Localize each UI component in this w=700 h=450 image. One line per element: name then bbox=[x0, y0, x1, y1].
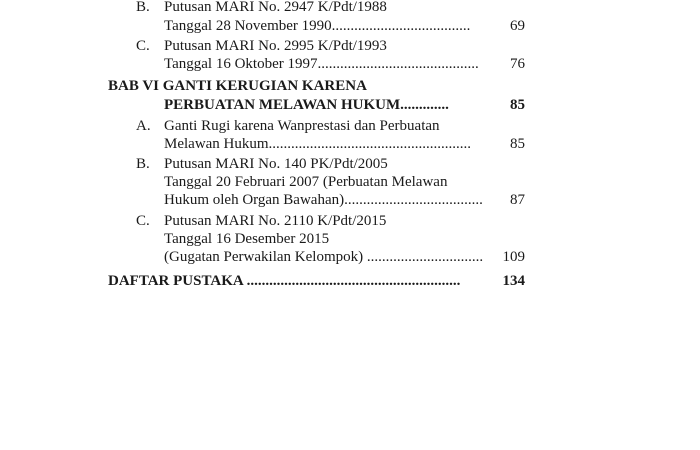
toc-marker-b: B. bbox=[136, 0, 150, 15]
toc-entry-b-line1: Putusan MARI No. 2947 K/Pdt/1988 bbox=[164, 0, 387, 15]
toc-entry-c2-line2: Tanggal 16 Desember 2015 bbox=[164, 231, 330, 247]
toc-entry-a-line1: Ganti Rugi karena Wanprestasi dan Perbuatan bbox=[164, 118, 440, 134]
toc-entry-c2-line3: (Gugatan Perwakilan Kelompok) ............................... bbox=[164, 249, 484, 265]
chapter-heading-page: 85 bbox=[510, 97, 525, 113]
toc-entry-c-page: 76 bbox=[510, 56, 525, 72]
toc-entry-b-page: 69 bbox=[510, 18, 525, 34]
bibliography-heading: DAFTAR PUSTAKA ......................................................... bbox=[108, 273, 461, 289]
toc-entry-a-line2: Melawan Hukum...................................................... bbox=[164, 136, 472, 152]
toc-entry-c-line2: Tanggal 16 Oktober 1997........................................... bbox=[164, 56, 479, 72]
toc-entry-b2-line1: Putusan MARI No. 140 PK/Pdt/2005 bbox=[164, 156, 388, 172]
toc-entry-c2-page: 109 bbox=[502, 249, 525, 265]
toc-entry-c-line1: Putusan MARI No. 2995 K/Pdt/1993 bbox=[164, 38, 387, 54]
bibliography-page: 134 bbox=[502, 273, 525, 289]
toc-entry-b2-line3: Hukum oleh Organ Bawahan)..................................... bbox=[164, 192, 483, 208]
toc-marker-b2: B. bbox=[136, 156, 150, 172]
toc-marker-c: C. bbox=[136, 38, 150, 54]
toc-entry-b2-line2: Tanggal 20 Februari 2007 (Perbuatan Melawan bbox=[164, 174, 448, 190]
toc-entry-c2-line1: Putusan MARI No. 2110 K/Pdt/2015 bbox=[164, 213, 387, 229]
chapter-heading-line2: PERBUATAN MELAWAN HUKUM............. bbox=[164, 97, 449, 113]
toc-entry-b2-page: 87 bbox=[510, 192, 525, 208]
toc-entry-a-page: 85 bbox=[510, 136, 525, 152]
toc-marker-c2: C. bbox=[136, 213, 150, 229]
toc-marker-a: A. bbox=[136, 118, 151, 134]
chapter-heading-line1: BAB VI GANTI KERUGIAN KARENA bbox=[108, 78, 367, 94]
toc-entry-b-line2: Tanggal 28 November 1990..................................... bbox=[164, 18, 471, 34]
